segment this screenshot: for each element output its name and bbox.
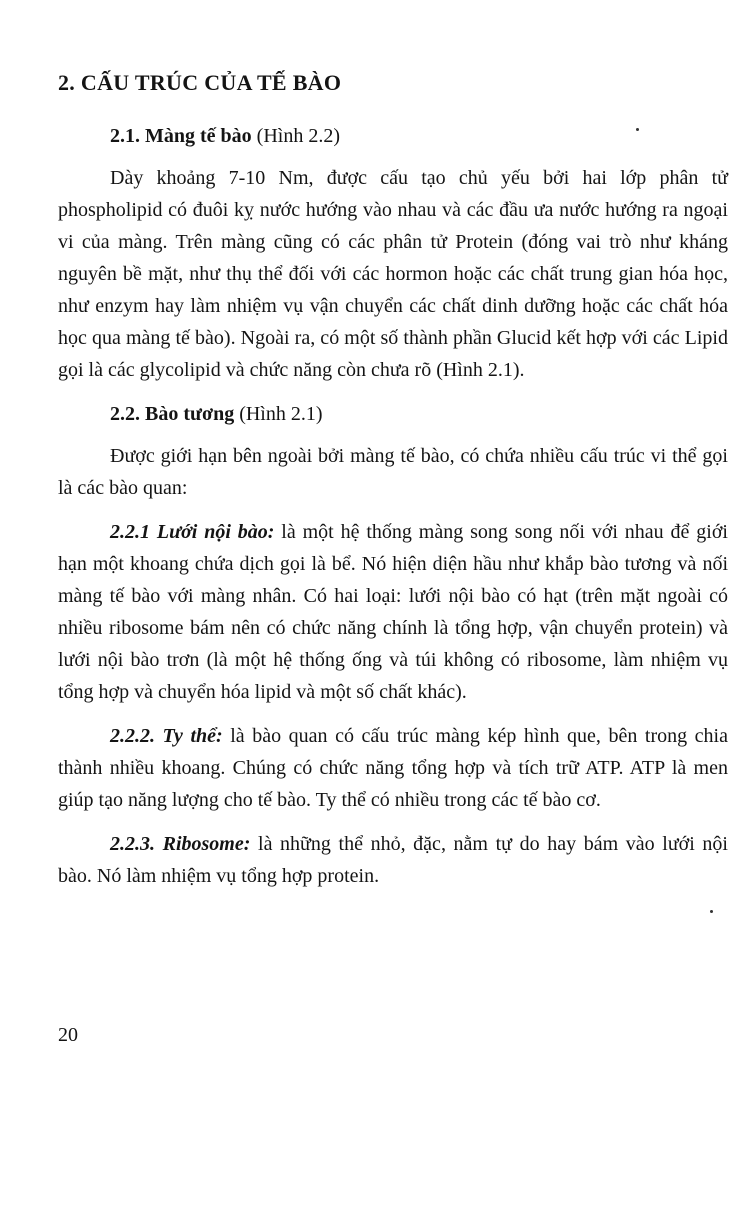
subsection-2-1-label: 2.1. Màng tế bào bbox=[110, 125, 252, 147]
paragraph-2-2-2 bbox=[58, 720, 728, 816]
heading-2-2-1: 2.2.1 Lưới nội bào: bbox=[110, 521, 275, 543]
subsection-2-2-figure-ref: (Hình 2.1) bbox=[239, 403, 323, 425]
page-content bbox=[58, 70, 728, 892]
section-heading: 2. CẤU TRÚC CỦA TẾ BÀO bbox=[58, 70, 342, 95]
subsection-2-2-label: 2.2. Bào tương bbox=[110, 403, 235, 425]
subsection-2-1-body: Dày khoảng 7-10 Nm, được cấu tạo chủ yếu bởi hai lớp phân tử phospholipid có đuôi kỵ nước hướng vào nhau và các đầu ưa nước hướng ra ngoại vi của màng. Trên màng cũng có các phân tử Protein (đóng vai trò như kháng nguyên bề mặt, như thụ thể đối với các hormon hoặc các chất trung gian hóa học, như enzym hay làm nhiệm vụ vận chuyển các chất dinh dưỡng hoặc các chất hóa học qua màng tế bào). Ngoài ra, có một số thành phần Glucid kết hợp với các Lipid gọi là các glycolipid và chức năng còn chưa rõ (Hình 2.1). bbox=[58, 167, 728, 381]
heading-2-2-2: 2.2.2. Ty thể: bbox=[110, 725, 223, 747]
text-2-2-2: là bào quan có cấu trúc màng kép hình que, bên trong chia thành nhiều khoang. Chúng có chức năng tổng hợp và tích trữ ATP. ATP là men giúp tạo năng lượng cho tế bào. Ty thể có nhiều trong các tế bào cơ. bbox=[58, 725, 728, 811]
subsection-2-1-figure-ref: (Hình 2.2) bbox=[256, 125, 340, 147]
paragraph-2-2-3 bbox=[58, 828, 728, 892]
text-2-2-1: là một hệ thống màng song song nối với nhau để giới hạn một khoang chứa dịch gọi là bể. Nó hiện diện hầu như khắp bào tương và nối màng tế bào với màng nhân. Có hai loại: lưới nội bào có hạt (trên mặt ngoài có nhiều ribosome bám nên có chức năng chính là tổng hợp, vận chuyển protein) và lưới nội bào trơn (là một hệ thống ống và túi không có ribosome, làm nhiệm vụ tổng hợp và chuyển hóa lipid và một số chất khác). bbox=[58, 521, 728, 703]
text-2-2-3: là những thể nhỏ, đặc, nằm tự do hay bám vào lưới nội bào. Nó làm nhiệm vụ tổng hợp protein. bbox=[58, 833, 728, 887]
scan-speck bbox=[710, 910, 713, 913]
paragraph-2-2-1 bbox=[58, 516, 728, 708]
subsection-2-1-title bbox=[58, 120, 728, 152]
subsection-2-2-title bbox=[58, 398, 728, 430]
page-number: 20 bbox=[58, 1024, 78, 1046]
subsection-2-2-body: Được giới hạn bên ngoài bởi màng tế bào, có chứa nhiều cấu trúc vi thể gọi là các bào quan: bbox=[58, 445, 728, 499]
heading-2-2-3: 2.2.3. Ribosome: bbox=[110, 833, 251, 855]
scan-speck bbox=[636, 128, 639, 131]
